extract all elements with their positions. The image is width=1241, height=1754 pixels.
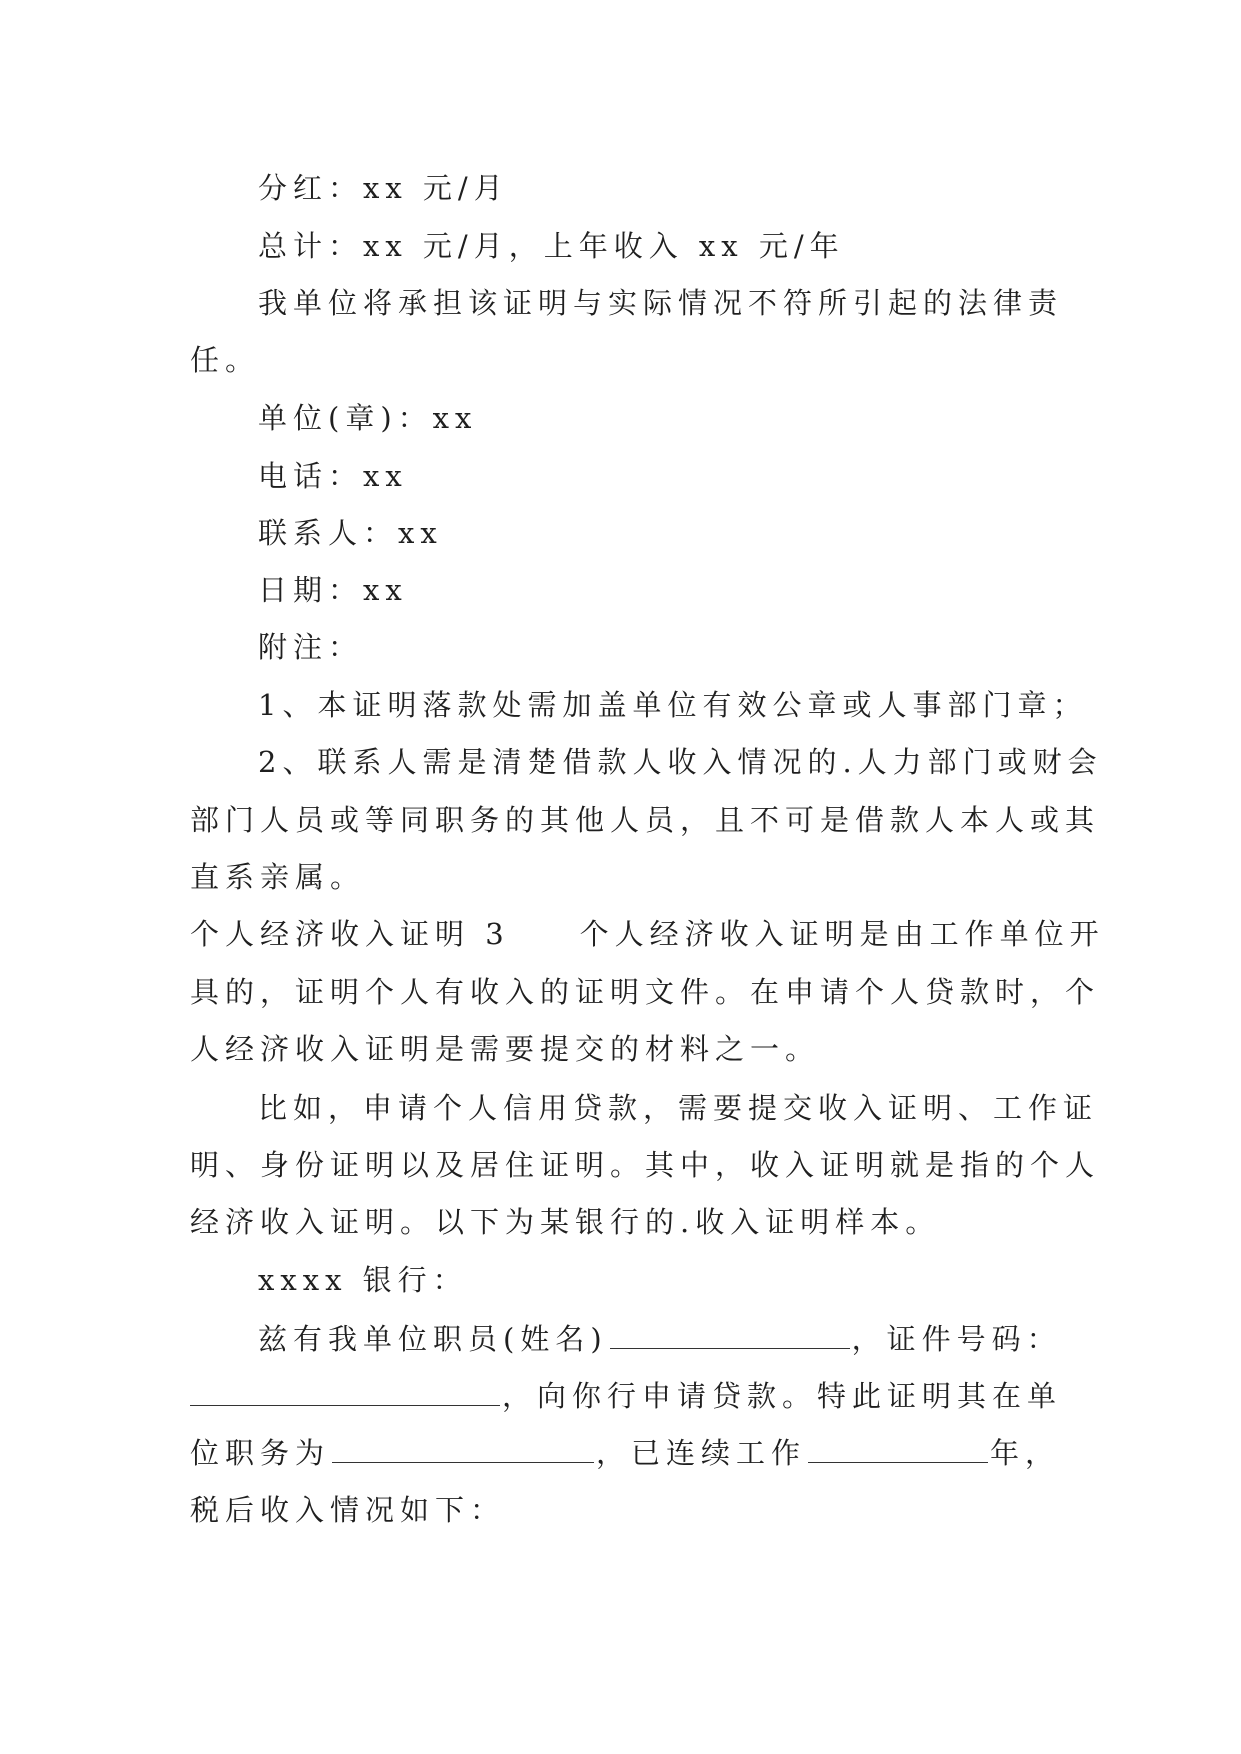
example-paragraph-line1: 比如，申请个人信用贷款，需要提交收入证明、工作证: [258, 1091, 1099, 1125]
section-3-line3: 人经济收入证明是需要提交的材料之一。: [190, 1032, 821, 1066]
form-line3-suffix: 年，: [990, 1436, 1061, 1470]
form-line2: [190, 1375, 1062, 1415]
form-line1-suffix: ，证件号码：: [851, 1322, 1062, 1356]
name-blank: [610, 1318, 850, 1349]
note-2-line1: 2、联系人需是清楚借款人收入情况的.人力部门或财会: [258, 745, 1103, 779]
id-number-blank: [190, 1375, 500, 1406]
example-paragraph-line2: 明、身份证明以及居住证明。其中，收入证明就是指的个人: [190, 1148, 1101, 1182]
note-2-line3: 直系亲属。: [190, 860, 366, 894]
bank-salutation: xxxx 银行：: [258, 1263, 468, 1297]
form-line3-prefix: 位职务为: [190, 1436, 331, 1470]
years-blank: [808, 1432, 988, 1463]
dividend-line: 分红：xx 元/月: [258, 171, 509, 205]
note-1: 1、本证明落款处需加盖单位有效公章或人事部门章；: [258, 688, 1088, 722]
liability-statement-line1: 我单位将承担该证明与实际情况不符所引起的法律责: [258, 286, 1064, 320]
form-line3: [190, 1432, 1060, 1472]
section-3-line2: 具的，证明个人有收入的证明文件。在申请个人贷款时，个: [190, 975, 1101, 1009]
form-line1: [258, 1318, 1062, 1358]
position-blank: [332, 1432, 594, 1463]
form-line4: 税后收入情况如下：: [190, 1493, 506, 1527]
notes-heading: 附注：: [258, 630, 364, 664]
form-line3-middle: ，已连续工作: [596, 1436, 807, 1470]
example-paragraph-line3: 经济收入证明。以下为某银行的.收入证明样本。: [190, 1205, 941, 1239]
form-line2-suffix: ，向你行申请贷款。特此证明其在单: [502, 1379, 1063, 1413]
total-line: 总计：xx 元/月，上年收入 xx 元/年: [258, 229, 845, 263]
form-line1-prefix: 兹有我单位职员(姓名): [258, 1322, 608, 1356]
unit-seal-line: 单位(章)：xx: [258, 401, 478, 435]
contact-line: 联系人：xx: [258, 516, 443, 550]
note-2-line2: 部门人员或等同职务的其他人员，且不可是借款人本人或其: [190, 803, 1101, 837]
phone-line: 电话：xx: [258, 459, 408, 493]
section-3-line1: 个人经济收入证明 3 个人经济收入证明是由工作单位开: [190, 917, 1105, 951]
liability-statement-line2: 任。: [190, 343, 261, 377]
date-line: 日期：xx: [258, 573, 408, 607]
